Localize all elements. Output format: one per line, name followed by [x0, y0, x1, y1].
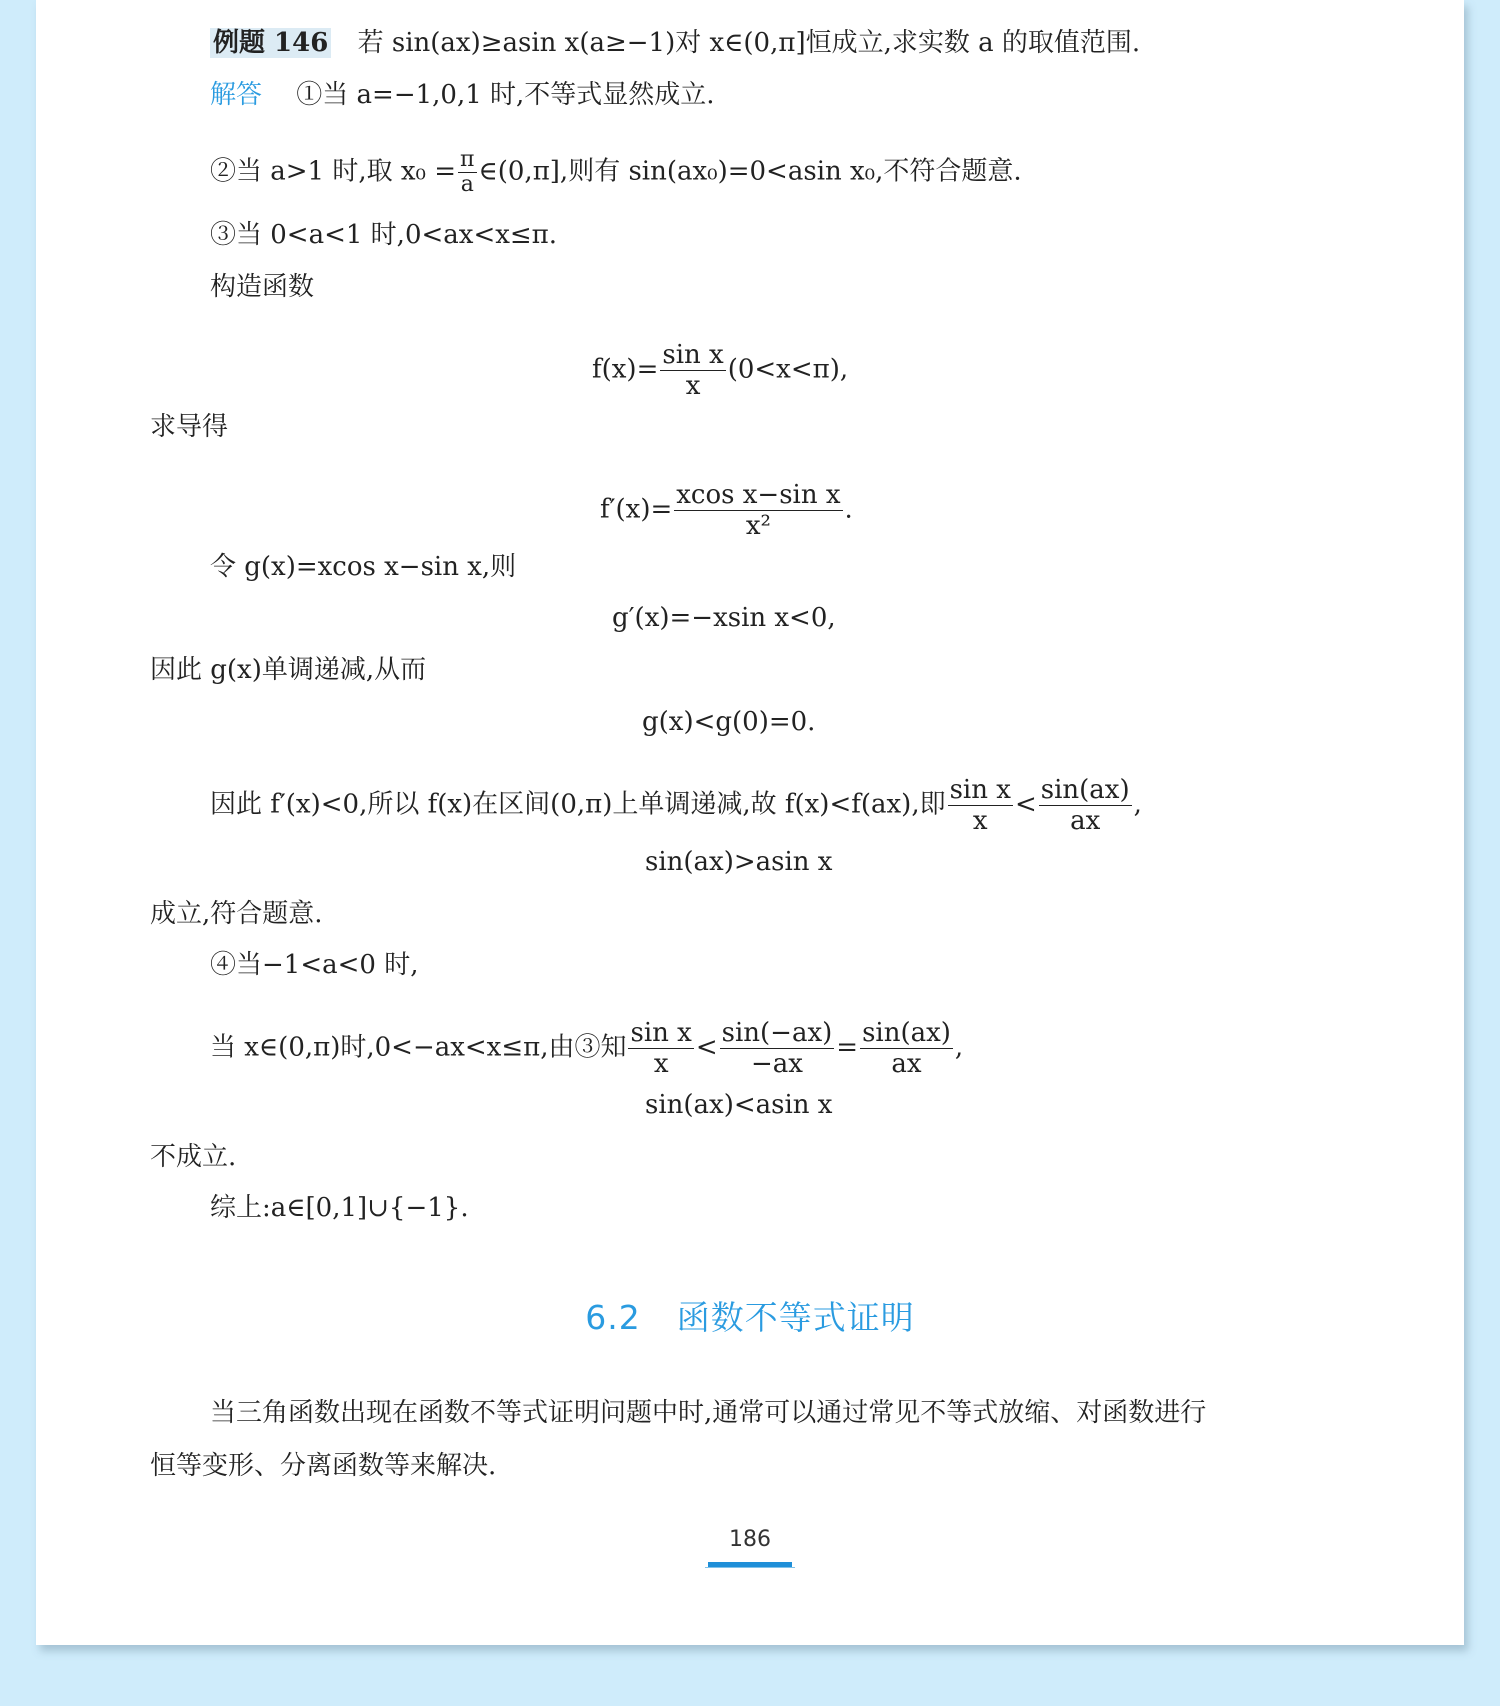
construct-text: 构造函数: [210, 272, 315, 302]
case4b-fraction-2: [720, 1018, 835, 1079]
therefore-line: [210, 775, 1142, 836]
case4b-lt: <: [695, 1032, 718, 1063]
f-num: sin x: [662, 340, 724, 370]
case2-frac-num: π: [460, 147, 475, 172]
therefore-fraction-2: [1039, 775, 1132, 836]
result1-equation: sin(ax)>asin x: [645, 847, 833, 877]
case2-post: ∈(0,π],则有 sin(ax₀)=0<asin x₀,不符合题意.: [478, 156, 1022, 187]
case4b-num-3: sin(ax): [862, 1018, 951, 1048]
case4b-den-2: −ax: [750, 1049, 803, 1079]
fprime-num: xcos x−sin x: [676, 480, 841, 510]
g-inequality: g(x)<g(0)=0.: [642, 707, 816, 737]
page-number: 186: [729, 1527, 771, 1552]
therefore-num-2: sin(ax): [1040, 775, 1130, 805]
case4b-den-1: x: [653, 1049, 669, 1079]
fprime-den: x²: [745, 511, 771, 541]
case4b-num-1: sin x: [630, 1018, 692, 1048]
derive-text: 求导得: [150, 412, 229, 442]
not-hold-text: 不成立.: [150, 1142, 237, 1172]
f-rhs: (0<x<π),: [727, 354, 849, 385]
result2-equation: sin(ax)<asin x: [645, 1090, 833, 1120]
g-decreasing-text: 因此 g(x)单调递减,从而: [150, 655, 427, 685]
f-equation: [592, 340, 848, 401]
gprime-equation: g′(x)=−xsin x<0,: [612, 603, 836, 633]
holds-text: 成立,符合题意.: [150, 899, 323, 929]
case4b-num-2: sin(−ax): [721, 1018, 833, 1048]
section-heading: [0, 1292, 1500, 1339]
solution-case2-line: [210, 148, 1022, 197]
page-number-rule: [705, 1567, 795, 1568]
case4b-eq: =: [836, 1032, 859, 1063]
fprime-equation: [600, 480, 853, 541]
fprime-rhs: .: [844, 494, 853, 525]
let-g-text: 令 g(x)=xcos x−sin x,则: [210, 552, 517, 582]
solution-case1-line: [210, 80, 715, 110]
example-label: 例题 146: [210, 28, 331, 58]
therefore-fraction-1: [948, 775, 1013, 836]
therefore-end: ,: [1133, 789, 1142, 820]
section-title: 函数不等式证明: [676, 1298, 915, 1337]
case4b-line: [210, 1018, 963, 1079]
case2-frac-den: a: [460, 172, 474, 197]
f-fraction: [660, 340, 725, 401]
case4b-end: ,: [954, 1032, 964, 1063]
case2-fraction: [458, 148, 476, 197]
solution-case1: ①当 a=−1,0,1 时,不等式显然成立.: [296, 80, 715, 110]
summary-text: 综上:a∈[0,1]∪{−1}.: [210, 1193, 469, 1223]
intro-line-2: 恒等变形、分离函数等来解决.: [150, 1451, 497, 1481]
intro-line-1: 当三角函数出现在函数不等式证明问题中时,通常可以通过常见不等式放缩、对函数进行: [210, 1398, 1207, 1428]
f-lhs: f(x)=: [592, 354, 659, 385]
fprime-fraction: [674, 480, 842, 541]
f-den: x: [685, 371, 701, 401]
solution-label: 解答: [210, 80, 263, 110]
therefore-pre: 因此 f′(x)<0,所以 f(x)在区间(0,π)上单调递减,故 f(x)<f(ax),即: [210, 789, 946, 820]
example-question-line: [210, 28, 1140, 58]
section-number: 6.2: [585, 1298, 641, 1337]
therefore-den-1: x: [972, 806, 988, 836]
case4b-den-3: ax: [891, 1049, 922, 1079]
example-question: 若 sin(ax)≥asin x(a≥−1)对 x∈(0,π]恒成立,求实数 a 的取值范围.: [357, 28, 1141, 58]
therefore-lt: <: [1014, 789, 1037, 820]
case4b-fraction-1: [628, 1018, 693, 1079]
fprime-lhs: f′(x)=: [600, 494, 673, 525]
therefore-num-1: sin x: [949, 775, 1011, 805]
solution-case4: ④当−1<a<0 时,: [210, 950, 419, 980]
therefore-den-2: ax: [1070, 806, 1101, 836]
solution-case3: ③当 0<a<1 时,0<ax<x≤π.: [210, 220, 558, 250]
case2-pre: ②当 a>1 时,取 x₀ =: [210, 156, 457, 187]
case4b-pre: 当 x∈(0,π)时,0<−ax<x≤π,由③知: [210, 1032, 627, 1063]
case4b-fraction-3: [860, 1018, 953, 1079]
